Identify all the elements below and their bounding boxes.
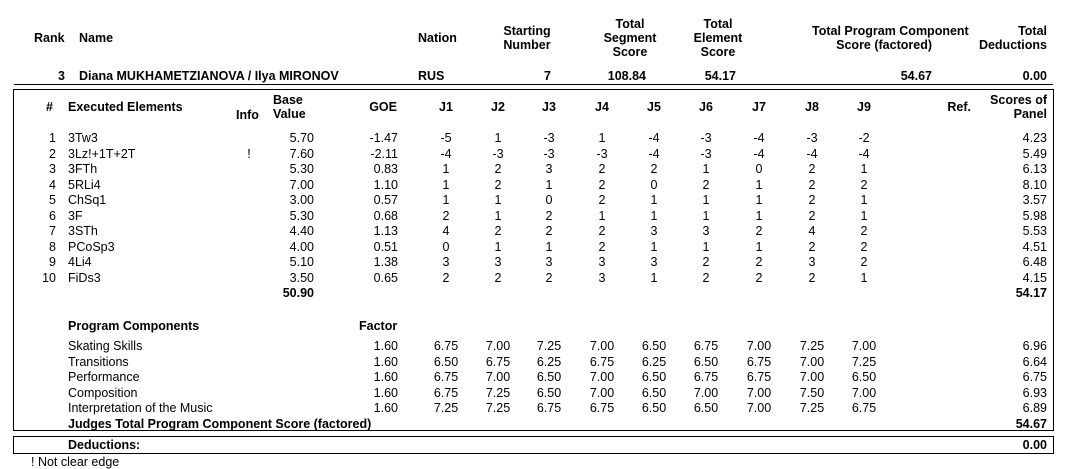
element-name: FiDs3 [68,270,101,285]
element-score: 8.10 [1022,177,1047,192]
skater-deductions: 0.00 [1022,69,1047,83]
elements-score-total: 54.17 [1015,286,1047,300]
element-name: 3F [68,208,83,223]
component-judge-3: 6.50 [536,385,562,400]
component-judge-4: 7.00 [589,370,615,384]
element-judge-4: 2 [598,224,606,238]
component-judge-9: 6.50 [851,370,877,384]
judge-header-3: J3 [542,100,556,114]
component-name: Composition [68,385,138,400]
skater-tss: 108.84 [607,69,646,83]
skater-pcs: 54.67 [900,69,932,83]
element-judge-4: 1 [598,131,606,145]
element-judge-7: 1 [755,177,763,192]
element-judge-8: 2 [808,208,816,223]
element-judge-1: 1 [442,177,450,192]
ref-header: Ref. [947,100,971,114]
tes-header-2: Element [693,31,743,45]
element-judge-3: 0 [545,193,553,207]
component-judge-8: 7.25 [799,401,825,415]
element-judge-7: 1 [755,193,763,207]
element-judge-3: 2 [545,224,553,238]
judge-header-8: J8 [805,100,819,114]
element-judge-4: 2 [598,239,606,254]
deductions-header-2: Deductions [978,38,1047,52]
element-num: 3 [49,162,56,176]
component-judge-6: 6.75 [693,339,719,353]
component-judge-4: 6.75 [589,401,615,415]
element-judge-2: 1 [494,239,502,254]
element-goe: 1.13 [373,224,398,238]
judge-header-4: J4 [595,100,609,114]
element-judge-9: -2 [858,131,870,145]
element-judge-4: 3 [598,255,606,269]
component-judge-5: 6.25 [641,354,667,369]
element-judge-7: 2 [755,255,763,269]
skater-rank: 3 [58,69,65,83]
component-judge-6: 6.50 [693,354,719,369]
component-judge-8: 7.25 [799,339,825,353]
component-name: Interpretation of the Music [68,401,213,415]
component-judge-5: 6.50 [641,401,667,415]
component-judge-5: 6.50 [641,385,667,400]
element-name: 3STh [68,224,98,238]
element-judge-5: 1 [650,239,658,254]
element-name: 3Lz!+1T+2T [68,146,136,161]
component-judge-7: 7.00 [746,401,772,415]
element-goe: 0.65 [373,270,398,285]
skater-name: Diana MUKHAMETZIANOVA / Ilya MIRONOV [79,69,339,83]
nation-header: Nation [418,31,457,45]
component-judge-5: 6.50 [641,339,667,353]
deductions-value: 0.00 [1022,438,1047,452]
element-base-value: 7.60 [289,146,314,161]
element-judge-9: -4 [858,146,870,161]
component-judge-2: 7.00 [485,339,511,353]
component-judge-6: 6.50 [693,401,719,415]
component-judge-4: 6.75 [589,354,615,369]
element-info: ! [247,146,251,161]
scores-of-panel-header-2: Panel [1013,107,1047,121]
element-judge-9: 1 [860,193,868,207]
element-num: 2 [49,146,56,161]
element-judge-5: -4 [648,146,660,161]
component-factor: 1.60 [373,401,398,415]
element-judge-7: -4 [753,146,765,161]
name-header: Name [79,31,114,45]
element-judge-1: 1 [442,193,450,207]
component-score: 6.89 [1022,401,1047,415]
tss-header-1: Total [615,17,645,31]
component-judge-7: 6.75 [746,354,772,369]
component-judge-3: 6.50 [536,370,562,384]
component-judge-8: 7.00 [799,354,825,369]
element-judge-1: 4 [442,224,450,238]
element-score: 4.51 [1022,239,1047,254]
element-judge-3: 1 [545,177,553,192]
element-goe: 0.83 [373,162,398,176]
element-judge-5: 0 [650,177,658,192]
tss-header-2: Segment [603,31,657,45]
element-judge-4: 2 [598,162,606,176]
pcs-total-value: 54.67 [1015,416,1047,431]
component-name: Performance [68,370,140,384]
element-judge-5: 3 [650,255,658,269]
element-judge-1: -5 [440,131,452,145]
element-judge-9: 2 [860,255,868,269]
element-judge-6: 1 [702,162,710,176]
element-judge-6: -3 [700,131,712,145]
element-judge-6: 2 [702,270,710,285]
element-score: 5.98 [1022,208,1047,223]
component-judge-1: 6.50 [433,354,459,369]
component-judge-2: 7.25 [485,401,511,415]
element-judge-2: 3 [494,255,502,269]
component-judge-7: 7.00 [746,385,772,400]
element-judge-8: 2 [808,239,816,254]
skater-tes: 54.17 [704,69,736,83]
element-judge-1: -4 [440,146,452,161]
element-judge-9: 2 [860,239,868,254]
component-judge-9: 6.75 [851,401,877,415]
element-judge-8: 2 [808,162,816,176]
element-judge-6: 2 [702,177,710,192]
element-judge-7: 2 [755,224,763,238]
element-judge-3: -3 [543,146,555,161]
element-judge-3: 3 [545,255,553,269]
component-judge-9: 7.00 [851,339,877,353]
pcs-header-2: Score (factored) [836,38,932,52]
element-judge-5: -4 [648,131,660,145]
base-value-header-2: Value [273,107,306,121]
component-judge-9: 7.00 [851,385,877,400]
deductions-label: Deductions: [68,438,141,452]
component-factor: 1.60 [373,339,398,353]
element-judge-7: 1 [755,239,763,254]
elements-base-value-total: 50.90 [282,286,314,300]
component-judge-9: 7.25 [851,354,877,369]
deductions-header-1: Total [1018,24,1047,38]
element-goe: -2.11 [370,146,398,161]
element-base-value: 4.00 [289,239,314,254]
element-judge-4: 2 [598,177,606,192]
component-judge-1: 6.75 [433,370,459,384]
executed-elements-header: Executed Elements [68,100,183,114]
element-name: 3FTh [68,162,98,176]
element-num: 6 [49,208,56,223]
judge-header-9: J9 [857,100,871,114]
element-score: 4.23 [1022,131,1047,145]
starting-number-header-1: Starting [503,24,551,38]
component-score: 6.64 [1022,354,1047,369]
component-judge-7: 7.00 [746,339,772,353]
skater-nation: RUS [418,69,445,83]
element-judge-3: 1 [545,239,553,254]
info-header: Info [236,108,259,122]
element-judge-9: 1 [860,208,868,223]
element-judge-1: 3 [442,255,450,269]
element-num: 5 [49,193,56,207]
num-header: # [46,100,53,114]
element-judge-8: 2 [808,270,816,285]
element-score: 6.13 [1022,162,1047,176]
element-name: 4Li4 [68,255,92,269]
component-judge-2: 7.25 [485,385,511,400]
component-judge-8: 7.50 [799,385,825,400]
element-goe: 0.68 [373,208,398,223]
element-judge-8: 2 [808,177,816,192]
component-judge-6: 7.00 [693,385,719,400]
element-score: 3.57 [1022,193,1047,207]
element-judge-8: 3 [808,255,816,269]
component-factor: 1.60 [373,385,398,400]
element-judge-6: 2 [702,255,710,269]
component-judge-4: 7.00 [589,339,615,353]
element-judge-9: 1 [860,270,868,285]
element-num: 1 [49,131,56,145]
element-judge-4: 3 [598,270,606,285]
element-base-value: 5.30 [289,208,314,223]
element-judge-5: 3 [650,224,658,238]
element-score: 5.49 [1022,146,1047,161]
component-judge-1: 7.25 [433,401,459,415]
element-judge-9: 2 [860,224,868,238]
element-goe: -1.47 [369,131,398,145]
base-value-header-1: Base [273,93,303,107]
element-judge-6: 3 [702,224,710,238]
element-base-value: 5.70 [289,131,314,145]
component-judge-2: 6.75 [485,354,511,369]
element-judge-8: 2 [808,193,816,207]
component-judge-3: 6.75 [536,401,562,415]
element-judge-1: 0 [442,239,450,254]
element-judge-4: 1 [598,208,606,223]
component-judge-3: 7.25 [536,339,562,353]
component-factor: 1.60 [373,354,398,369]
element-score: 4.15 [1022,270,1047,285]
component-name: Transitions [68,354,129,369]
component-judge-3: 6.25 [536,354,562,369]
element-base-value: 3.00 [289,193,314,207]
element-base-value: 7.00 [289,177,314,192]
element-judge-2: 2 [494,177,502,192]
element-judge-6: 1 [702,239,710,254]
scores-of-panel-header-1: Scores of [990,93,1047,107]
element-judge-2: 1 [494,208,502,223]
judge-header-7: J7 [752,100,766,114]
judge-header-5: J5 [647,100,661,114]
element-goe: 1.10 [373,177,398,192]
factor-header: Factor [359,319,398,333]
element-judge-7: 2 [755,270,763,285]
tss-header-3: Score [612,45,648,59]
component-judge-5: 6.50 [641,370,667,384]
element-judge-5: 1 [650,193,658,207]
element-name: 3Tw3 [68,131,98,145]
element-judge-3: 3 [545,162,553,176]
component-judge-6: 6.75 [693,370,719,384]
element-base-value: 3.50 [289,270,314,285]
element-base-value: 5.10 [289,255,314,269]
component-judge-1: 6.75 [433,385,459,400]
judge-header-1: J1 [439,100,453,114]
element-judge-8: -3 [806,131,818,145]
element-num: 8 [49,239,56,254]
starting-number-header-2: Number [503,38,551,52]
element-judge-1: 1 [442,162,450,176]
element-num: 4 [49,177,56,192]
component-factor: 1.60 [373,370,398,384]
element-judge-7: 1 [755,208,763,223]
rank-header: Rank [34,31,65,45]
element-judge-6: -3 [700,146,712,161]
element-base-value: 5.30 [289,162,314,176]
element-judge-9: 1 [860,162,868,176]
summary-underline [14,84,1053,85]
element-judge-8: -4 [806,146,818,161]
component-judge-8: 7.00 [799,370,825,384]
deductions-box [13,436,1054,454]
pcs-header-1: Total Program Component [812,24,969,38]
judge-header-6: J6 [699,100,713,114]
element-judge-5: 1 [650,208,658,223]
element-judge-1: 2 [442,270,450,285]
tes-header-3: Score [700,45,736,59]
element-judge-7: -4 [753,131,765,145]
element-goe: 0.57 [373,193,398,207]
element-score: 5.53 [1022,224,1047,238]
component-judge-2: 7.00 [485,370,511,384]
component-score: 6.93 [1022,385,1047,400]
element-goe: 1.38 [373,255,398,269]
goe-header: GOE [369,100,397,114]
pcs-total-label: Judges Total Program Component Score (factored) [68,416,372,431]
element-name: 5RLi4 [68,177,101,192]
element-goe: 0.51 [373,239,398,254]
element-judge-2: 2 [494,224,502,238]
element-judge-2: 2 [494,162,502,176]
element-judge-7: 0 [755,162,763,176]
component-judge-4: 7.00 [589,385,615,400]
component-judge-7: 6.75 [746,370,772,384]
element-judge-4: -3 [596,146,608,161]
element-judge-1: 2 [442,208,450,223]
program-components-header: Program Components [68,319,200,333]
element-judge-5: 1 [650,270,658,285]
footnote: ! Not clear edge [31,455,120,469]
element-judge-9: 2 [860,177,868,192]
element-judge-2: 1 [494,131,502,145]
element-base-value: 4.40 [289,224,314,238]
element-judge-2: 2 [494,270,502,285]
component-score: 6.75 [1022,370,1047,384]
element-judge-3: 2 [545,208,553,223]
element-num: 10 [42,270,56,285]
element-judge-2: 1 [494,193,502,207]
element-judge-6: 1 [702,208,710,223]
element-name: ChSq1 [68,193,107,207]
skater-starting-number: 7 [544,69,551,83]
tes-header-1: Total [703,17,733,31]
element-num: 7 [49,224,56,238]
element-judge-3: 2 [545,270,553,285]
component-judge-1: 6.75 [433,339,459,353]
element-num: 9 [49,255,56,269]
component-name: Skating Skills [68,339,143,353]
judge-header-2: J2 [491,100,505,114]
element-judge-6: 1 [702,193,710,207]
element-judge-3: -3 [543,131,555,145]
element-judge-8: 4 [808,224,816,238]
element-judge-5: 2 [650,162,658,176]
element-name: PCoSp3 [68,239,115,254]
element-judge-2: -3 [492,146,504,161]
component-score: 6.96 [1022,339,1047,353]
element-judge-4: 2 [598,193,606,207]
element-score: 6.48 [1022,255,1047,269]
